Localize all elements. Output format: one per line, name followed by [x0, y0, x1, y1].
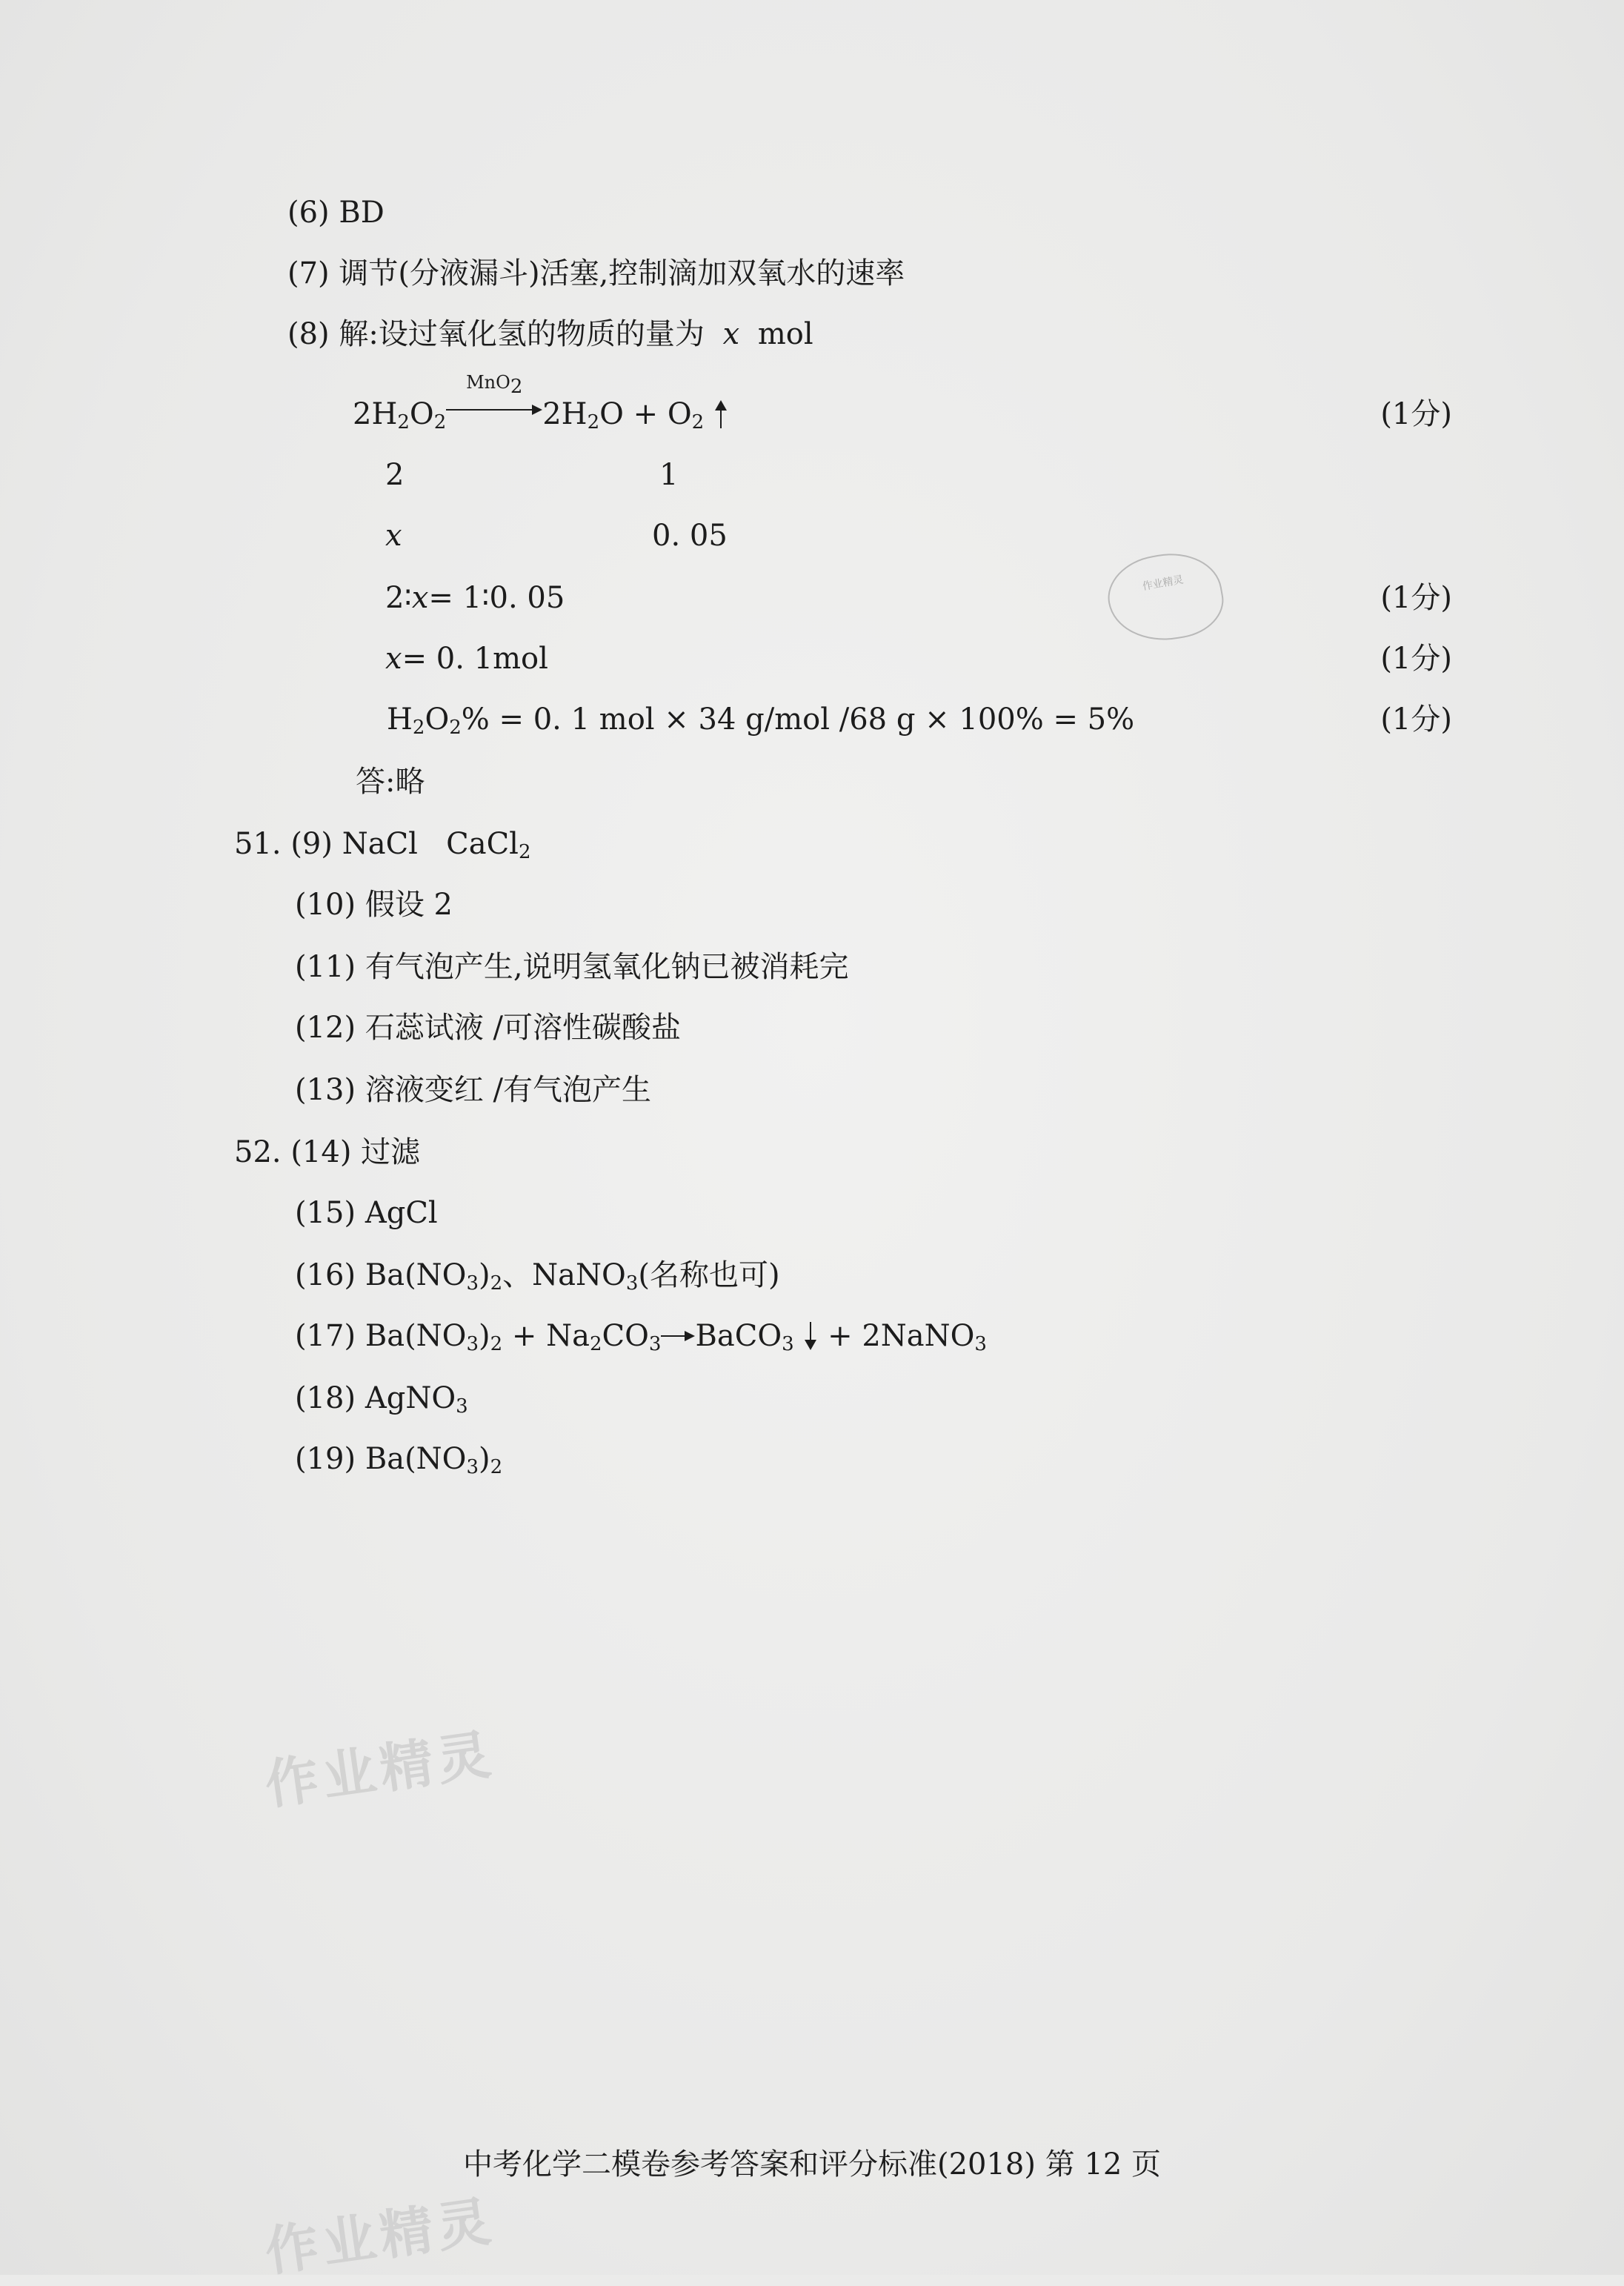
answer-52-15: (15) AgCl — [295, 1196, 438, 1230]
watermark-lower: 作业精灵 — [261, 2189, 499, 2284]
value-right: 0. 05 — [652, 519, 728, 553]
answer-52-14: 52. (14) 过滤 — [234, 1135, 421, 1169]
percentage-equation: $H_2O_2\% = 0$. 1 mol × 34 g/mol /68 g × 100% = 5% — [387, 702, 1135, 739]
coefficient-left: 2 — [385, 458, 405, 492]
answer-51-13: (13) 溶液变红 /有气泡产生 — [295, 1073, 652, 1107]
answer-52-17: (17) $Ba(NO_3)_2 + Na_2CO_3$ BaCO$_3$ + 2NaNO$_3$ — [295, 1319, 987, 1355]
answer-8-unit: mol — [757, 317, 813, 351]
score-mark: (1分) — [1380, 581, 1452, 615]
page-footer: 中考化学二模卷参考答案和评分标准(2018) 第 12 页 — [462, 2147, 1162, 2182]
reaction-arrow — [446, 372, 542, 427]
answer-7: (7) 调节(分液漏斗)活塞,控制滴加双氧水的速率 — [287, 256, 905, 290]
answer-conclusion: 答:略 — [356, 765, 425, 799]
chemical-equation: $2H_2O_2$ MnO$_2$ $2H_2O + O_2$ — [353, 396, 728, 433]
catalyst-label: MnO$_2$ — [466, 372, 523, 398]
answer-8-text: (8) 解:设过氧化氢的物质的量为 — [287, 317, 705, 351]
answer-52-16: (16) $Ba(NO_3)_2$、NaNO$_3$(名称也可) — [295, 1258, 780, 1295]
score-mark: (1分) — [1380, 702, 1452, 737]
x-result: x= 0. 1mol — [385, 642, 548, 676]
answer-8-variable: x — [722, 317, 740, 351]
answer-52-19: (19) $Ba(NO_3)_2$ — [295, 1442, 503, 1478]
score-mark: (1分) — [1380, 642, 1452, 676]
answer-51-10: (10) 假设 2 — [295, 888, 453, 922]
gas-up-arrow — [713, 400, 728, 428]
answer-6: (6) BD — [287, 196, 385, 230]
score-mark: (1分) — [1380, 397, 1452, 431]
seal-stamp: 作业精灵 — [1102, 545, 1229, 650]
watermark-upper: 作业精灵 — [261, 1722, 499, 1817]
answer-8-intro — [287, 316, 813, 353]
value-left: x — [385, 519, 402, 553]
precipitate-down-arrow — [803, 1322, 818, 1350]
answer-51-9: 51. (9) NaCl CaCl$_2$ — [234, 827, 531, 863]
answer-51-11: (11) 有气泡产生,说明氢氧化钠已被消耗完 — [295, 950, 849, 984]
answer-52-18: (18) AgNO$_3$ — [295, 1381, 468, 1418]
ratio-equation: 2∶x= 1∶0. 05 — [385, 581, 565, 615]
answer-51-12: (12) 石蕊试液 /可溶性碳酸盐 — [295, 1011, 682, 1045]
coefficient-right: 1 — [659, 458, 679, 492]
reaction-arrow — [661, 1325, 695, 1347]
